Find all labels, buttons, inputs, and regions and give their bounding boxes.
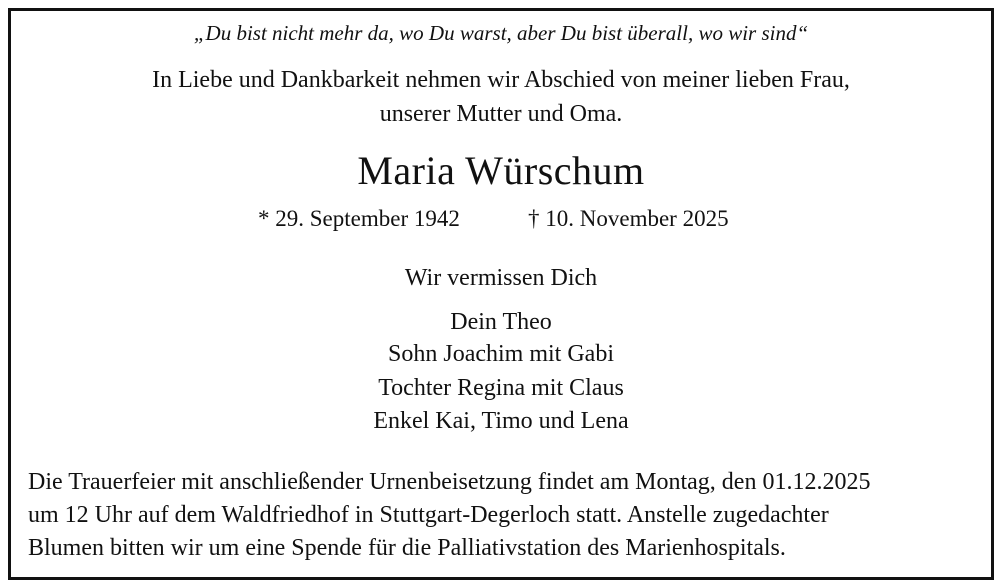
family-member: Dein Theo bbox=[450, 309, 552, 335]
death-date: † 10. November 2025 bbox=[528, 206, 729, 231]
deceased-name: Maria Würschum bbox=[357, 148, 645, 193]
family-member: Tochter Regina mit Claus bbox=[378, 375, 624, 401]
quote-text: „Du bist nicht mehr da, wo Du warst, aber Du bist überall, wo wir sind“ bbox=[193, 21, 809, 45]
intro-line-2: unserer Mutter und Oma. bbox=[379, 101, 623, 127]
miss-text: Wir vermissen Dich bbox=[404, 265, 598, 291]
funeral-line-1: Die Trauerfeier mit anschließender Urnenbeisetzung findet am Montag, den 01.12.2025 bbox=[28, 469, 871, 495]
birth-date: * 29. September 1942 bbox=[258, 206, 460, 231]
funeral-line-2: um 12 Uhr auf dem Waldfriedhof in Stuttgart-Degerloch statt. Anstelle zugedachter bbox=[28, 502, 829, 528]
obituary-notice bbox=[8, 8, 994, 580]
intro-line-1: In Liebe und Dankbarkeit nehmen wir Abschied von meiner lieben Frau, bbox=[152, 67, 850, 93]
funeral-line-3: Blumen bitten wir um eine Spende für die Palliativstation des Marienhospitals. bbox=[28, 535, 786, 561]
family-member: Sohn Joachim mit Gabi bbox=[388, 341, 614, 367]
funeral-details bbox=[28, 466, 870, 565]
family-member: Enkel Kai, Timo und Lena bbox=[373, 408, 629, 434]
